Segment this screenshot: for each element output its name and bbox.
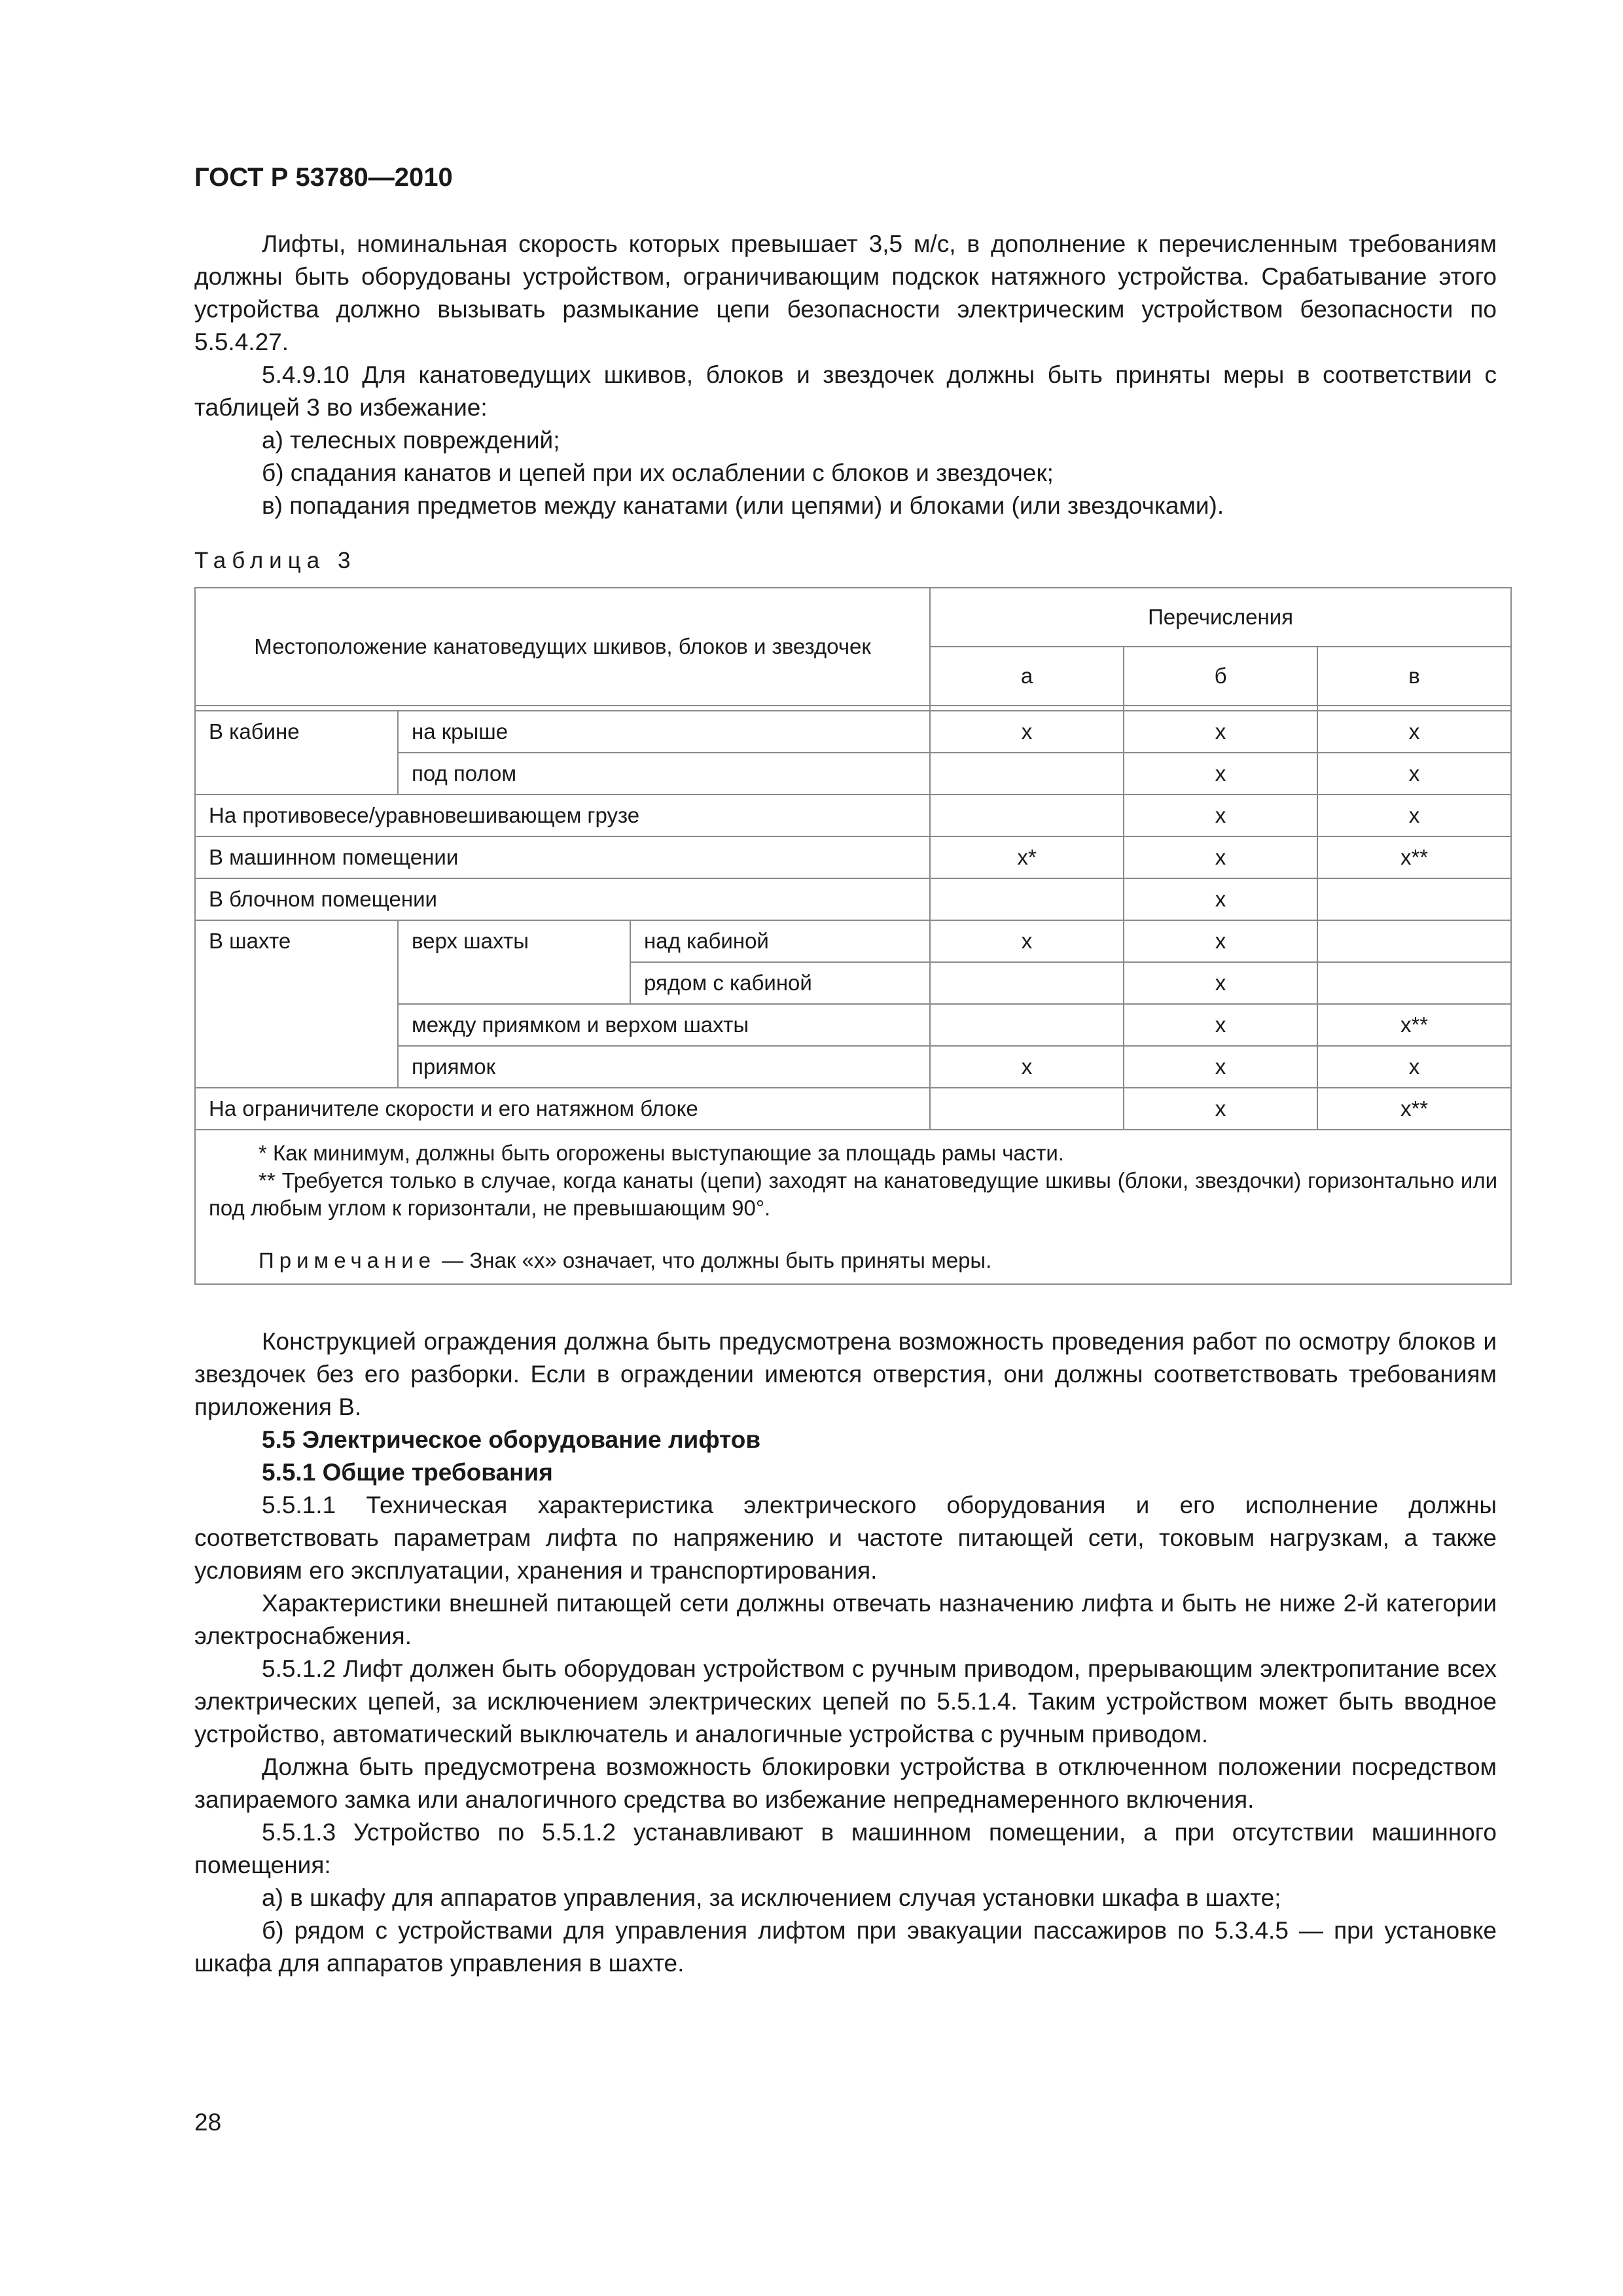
table-caption: Таблица 3 [194, 548, 357, 573]
row-sublabel: рядом с кабиной [630, 962, 930, 1004]
header-col-v: в [1317, 647, 1511, 706]
cell-mark: х [1317, 795, 1511, 836]
list-item: б) рядом с устройствами для управления лифтом при эвакуации пассажиров по 5.3.4.5 — при установке шкафа для аппаратов управления в шахте. [194, 1917, 1497, 1977]
paragraph: Лифты, номинальная скорость которых превышает 3,5 м/с, в дополнение к перечисленным требованиям должны быть оборудованы устройством, ограничивающим подскок натяжного устройства. Срабатывание этого устройства должно вызывать размыкание цепи безопасности электрическим устройством безопасности по 5.5.4.27. [194, 230, 1497, 355]
cell-empty [930, 1004, 1124, 1046]
row-label: В блочном помещении [195, 878, 930, 920]
row-sublabel: верх шахты [398, 920, 630, 1004]
footnote-2: ** Требуется только в случае, когда канаты (цепи) заходят на канатоведущие шкивы (блоки, звездочки) горизонтально или под любым углом к горизонтали, не превышающим 90°. [209, 1168, 1498, 1220]
cell-mark: х [1124, 878, 1317, 920]
paragraph-clause-5-5-1-1: 5.5.1.1 Техническая характеристика электрического оборудования и его исполнение должны соответствовать параметрам лифта по напряжению и частоте питающей сети, токовым нагрузкам, а также условиям его эксплуатации, хранения и транспортирования. [194, 1492, 1497, 1584]
paragraph-clause-5-4-9-10: 5.4.9.10 Для канатоведущих шкивов, блоков и звездочек должны быть приняты меры в соответствии с таблицей 3 во избежание: [194, 361, 1497, 421]
cell-mark: х [1124, 1004, 1317, 1046]
table-row [195, 711, 1511, 753]
bottom-text [194, 1325, 1497, 1980]
top-text [194, 228, 1497, 522]
cell-empty [1317, 920, 1511, 962]
cell-mark: х [1124, 711, 1317, 753]
cell-empty [930, 962, 1124, 1004]
row-sublabel: над кабиной [630, 920, 930, 962]
cell-mark: х [930, 920, 1124, 962]
table-notes-row [195, 1130, 1511, 1284]
cell-empty [930, 878, 1124, 920]
table-3 [194, 587, 1512, 1285]
cell-mark: х [1317, 1046, 1511, 1088]
cell-empty [930, 795, 1124, 836]
cell-mark: х [1124, 795, 1317, 836]
row-label: В машинном помещении [195, 836, 930, 878]
row-label: На ограничителе скорости и его натяжном блоке [195, 1088, 930, 1130]
footnote-1: * Как минимум, должны быть огорожены выступающие за площадь рамы части. [259, 1141, 1064, 1165]
table-row [195, 1088, 1511, 1130]
table-row [195, 878, 1511, 920]
cell-mark: х [1124, 962, 1317, 1004]
cell-empty [1317, 962, 1511, 1004]
list-item: а) в шкафу для аппаратов управления, за исключением случая установки шкафа в шахте; [262, 1884, 1281, 1911]
cell-empty [930, 1088, 1124, 1130]
cell-mark: х [1124, 1046, 1317, 1088]
section-heading-5-5-1: 5.5.1 Общие требования [262, 1459, 553, 1486]
cell-mark: х [1124, 753, 1317, 795]
header-enumerations: Перечисления [930, 588, 1511, 647]
list-item: б) спадания канатов и цепей при их ослаблении с блоков и звездочек; [262, 459, 1054, 486]
row-sublabel: между приямком и верхом шахты [398, 1004, 930, 1046]
table-spacer [195, 706, 1511, 711]
cell-mark: х** [1317, 1088, 1511, 1130]
header-location: Местоположение канатоведущих шкивов, блоков и звездочек [195, 588, 930, 706]
row-label: В кабине [195, 711, 398, 795]
table-row [195, 836, 1511, 878]
row-sublabel: под полом [398, 753, 930, 795]
table-header-row [195, 588, 1511, 647]
row-label: В шахте [195, 920, 398, 1088]
row-sublabel: на крыше [398, 711, 930, 753]
table-row [195, 920, 1511, 962]
cell-mark: х* [930, 836, 1124, 878]
paragraph-clause-5-5-1-2: 5.5.1.2 Лифт должен быть оборудован устройством с ручным приводом, прерывающим электропитание всех электрических цепей, за исключением электрических цепей по 5.5.1.4. Таким устройством может быть вводное устройство, автоматический выключатель и аналогичные устройства с ручным приводом. [194, 1655, 1497, 1748]
cell-mark: х [1317, 753, 1511, 795]
row-sublabel: приямок [398, 1046, 930, 1088]
row-label: На противовесе/уравновешивающем грузе [195, 795, 930, 836]
page-number: 28 [194, 2109, 222, 2136]
cell-empty [1317, 878, 1511, 920]
cell-mark: х [1124, 920, 1317, 962]
cell-mark: х [1317, 711, 1511, 753]
table-notes [195, 1130, 1511, 1284]
cell-mark: х [1124, 836, 1317, 878]
note-label: Примечание [259, 1248, 437, 1272]
paragraph-clause-5-5-1-3: 5.5.1.3 Устройство по 5.5.1.2 устанавливают в машинном помещении, а при отсутствии машинного помещения: [194, 1819, 1497, 1878]
header-col-b: б [1124, 647, 1317, 706]
document-header: ГОСТ Р 53780—2010 [194, 163, 453, 192]
cell-empty [930, 753, 1124, 795]
paragraph: Характеристики внешней питающей сети должны отвечать назначению лифта и быть не ниже 2-й категории электроснабжения. [194, 1590, 1497, 1649]
paragraph: Должна быть предусмотрена возможность блокировки устройства в отключенном положении посредством запираемого замка или аналогичного средства во избежание непреднамеренного включения. [194, 1753, 1497, 1813]
list-item: а) телесных повреждений; [262, 427, 560, 454]
cell-mark: х [930, 1046, 1124, 1088]
section-heading-5-5: 5.5 Электрическое оборудование лифтов [262, 1426, 761, 1453]
table-row [195, 795, 1511, 836]
cell-mark: х** [1317, 836, 1511, 878]
table-note [209, 1247, 1497, 1274]
cell-mark: х [1124, 1088, 1317, 1130]
cell-mark: х [930, 711, 1124, 753]
list-item: в) попадания предметов между канатами (или цепями) и блоками (или звездочками). [262, 492, 1224, 519]
cell-mark: х** [1317, 1004, 1511, 1046]
note-text: — Знак «х» означает, что должны быть приняты меры. [436, 1248, 992, 1272]
header-col-a: а [930, 647, 1124, 706]
paragraph: Конструкцией ограждения должна быть предусмотрена возможность проведения работ по осмотру блоков и звездочек без его разборки. Если в ограждении имеются отверстия, они должны соответствовать требованиям приложения В. [194, 1328, 1497, 1420]
